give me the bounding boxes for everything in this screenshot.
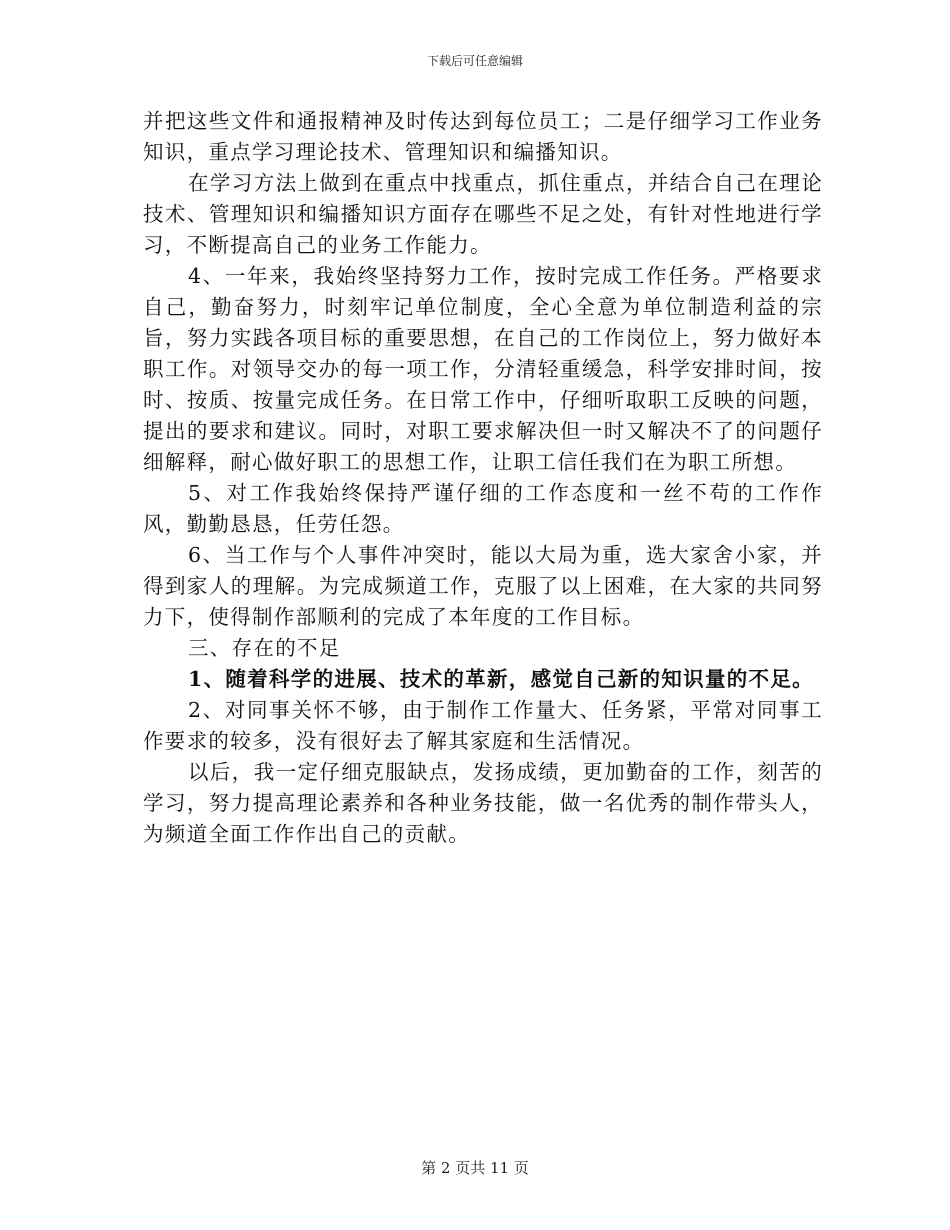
paragraph-item-4: 4、一年来，我始终坚持努力工作，按时完成工作任务。严格要求自己，勤奋努力，时刻牢记单位制度，全心全意为单位制造利益的宗旨，努力实践各项目标的重要思想，在自己的工作岗位上，努力做好本职工作。对领导交办的每一项工作，分清轻重缓急，科学安排时间，按时、按质、按量完成任务。在日常工作中，仔细听取职工反映的问题，提出的要求和建议。同时，对职工要求解决但一时又解决不了的问题仔细解释，耐心做好职工的思想工作，让职工信任我们在为职工所想。 (143, 264, 823, 474)
paragraph-item-6: 6、当工作与个人事件冲突时，能以大局为重，选大家舍小家，并得到家人的理解。为完成频道工作，克服了以上困难，在大家的共同努力下，使得制作部顺利的完成了本年度的工作目标。 (143, 543, 823, 629)
paragraph-shortcoming-2: 2、对同事关怀不够，由于制作工作量大、任务紧，平常对同事工作要求的较多，没有很好去了解其家庭和生活情况。 (143, 698, 823, 753)
paragraph-study-method: 在学习方法上做到在重点中找重点，抓住重点，并结合自己在理论技术、管理知识和编播知识方面存在哪些不足之处，有针对性地进行学习，不断提高自己的业务工作能力。 (143, 171, 823, 257)
paragraph-continuation: 并把这些文件和通报精神及时传达到每位员工；二是仔细学习工作业务知识，重点学习理论技术、管理知识和编播知识。 (143, 109, 823, 164)
paragraph-conclusion: 以后，我一定仔细克服缺点，发扬成绩，更加勤奋的工作，刻苦的学习，努力提高理论素养和各种业务技能，做一名优秀的制作带头人，为频道全面工作作出自己的贡献。 (143, 760, 823, 846)
paragraph-shortcoming-1: 1、随着科学的进展、技术的革新，感觉自己新的知识量的不足。 (188, 667, 814, 691)
section-heading-shortcomings: 三、存在的不足 (188, 636, 341, 660)
document-body (143, 106, 823, 850)
page-header: 下载后可任意编辑 (426, 54, 523, 68)
paragraph-item-5: 5、对工作我始终保持严谨仔细的工作态度和一丝不苟的工作作风，勤勤恳恳，任劳任怨。 (143, 481, 823, 536)
page-footer: 第 2 页共 11 页 (421, 1159, 529, 1177)
